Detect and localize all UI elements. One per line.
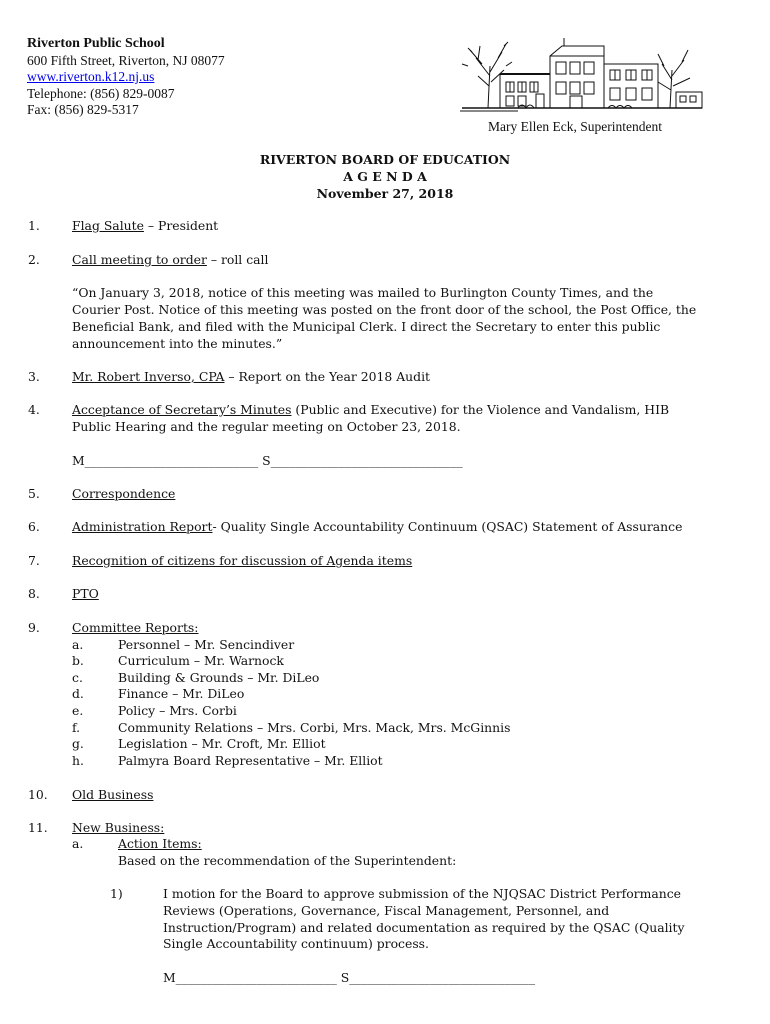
item-number: 4.	[28, 402, 40, 417]
item-number: 7.	[28, 553, 40, 568]
item-title: Administration Report	[72, 519, 213, 534]
board-title: RIVERTON BOARD OF EDUCATION	[259, 152, 511, 167]
item-title: PTO	[72, 586, 99, 601]
item-number: 2.	[28, 252, 40, 267]
item-title: Acceptance of Secretary’s Minutes	[72, 402, 292, 417]
notice-line: Courier Post. Notice of this meeting was posted on the front door of the school, the Post Office, the	[72, 302, 697, 317]
notice-line: announcement into the minutes.”	[72, 336, 283, 351]
school-fax: Fax: (856) 829-5317	[27, 102, 139, 117]
item-number: 11.	[28, 820, 48, 835]
school-name: Riverton Public School	[27, 36, 165, 51]
item-detail: – President	[143, 218, 219, 233]
item-detail: (Public and Executive) for the Violence and Vandalism, HIB	[291, 402, 670, 417]
school-letterhead	[27, 36, 225, 119]
school-website-link[interactable]: www.riverton.k12.nj.us	[27, 69, 155, 84]
school-building-drawing	[458, 36, 704, 116]
motion-line: Instruction/Program) and related documentation as required by the QSAC (Quality	[163, 920, 685, 935]
motion-line: I motion for the Board to approve submission of the NJQSAC District Performance	[163, 886, 681, 901]
item-title: Recognition of citizens for discussion of Agenda items	[72, 553, 413, 568]
item-title: Correspondence	[72, 486, 176, 501]
notice-line: Beneficial Bank, and filed with the Municipal Clerk. I direct the Secretary to enter this public	[72, 319, 661, 334]
motion-second-line: M____________________________ S_______________________________	[72, 453, 463, 468]
school-address: 600 Fifth Street, Riverton, NJ 08077	[27, 52, 225, 68]
item-title: Mr. Robert Inverso, CPA	[72, 369, 225, 384]
superintendent-name: Mary Ellen Eck, Superintendent	[488, 119, 662, 134]
item-detail: - Quality Single Accountability Continuum (QSAC) Statement of Assurance	[212, 519, 683, 534]
motion-number: 1)	[110, 886, 123, 901]
agenda-heading: A G E N D A	[343, 169, 427, 184]
item-detail: – Report on the Year 2018 Audit	[224, 369, 431, 384]
meeting-date: November 27, 2018	[316, 186, 454, 201]
item-number: 3.	[28, 369, 40, 384]
item-title: New Business:	[72, 820, 165, 835]
item-number: 8.	[28, 586, 40, 601]
notice-line: “On January 3, 2018, notice of this meeting was mailed to Burlington County Times, and the	[72, 285, 654, 300]
item-number: 9.	[28, 620, 40, 635]
item-title: Committee Reports:	[72, 620, 199, 635]
item-number: 10.	[28, 787, 48, 802]
item-detail: – roll call	[206, 252, 269, 267]
item-title: Old Business	[72, 787, 154, 802]
action-items-intro: Based on the recommendation of the Superintendent:	[118, 853, 457, 868]
agenda-title-block	[0, 151, 770, 202]
item-number: 6.	[28, 519, 40, 534]
item-title: Flag Salute	[72, 218, 144, 233]
motion-line: Reviews (Operations, Governance, Fiscal Management, Personnel, and	[163, 903, 610, 918]
motion-second-line: M__________________________ S______________________________	[163, 970, 536, 985]
agenda-page: Riverton Public School 600 Fifth Street, Riverton, NJ 08077 www.riverton.k12.nj.us Telephone: (856) 829-0087 Fax: (856) 829-5317 Mary Ellen Eck, Superintendent RIVERTON BOARD OF EDUCATION A G E N D A November 27, 2018 1. Flag Salute – President 2. Call meeting to order – roll call “On January 3, 2018, notice of this meeting was mailed to Burlington County Times, and the Courier Post. Notice of this meeting was posted on the front door of the school, the Post Office, the Beneficial Bank, and filed with the Municipal Clerk. I direct the Secretary to enter this public announcement into the minutes.” 3. Mr. Robert Inverso, CPA – Report on the Year 2018 Audit 4. Acceptance of Secretary’s Minutes (Public and Executive) for the Violence and Vandalism, HIB Public Hearing and the regular meeting on October 23, 2018. M____________________________ S_______________________________ 5. Correspondence 6. Administration Report- Quality Single Accountability Continuum (QSAC) Statement of Assurance 7. Recognition of citizens for discussion of Agenda items 8. PTO 9. Committee Reports: a. Personnel – Mr. Sencindiver b. Curriculum – Mr. Warnock c. Building & Grounds – Mr. DiLeo d. Finance – Mr. DiLeo e. Policy – Mrs. Corbi f. Community Relations – Mrs. Corbi, Mrs. Mack, Mrs. McGinnis g. Legislation – Mr. Croft, Mr. Elliot h. Palmyra Board Representative – Mr. Elliot 10. Old Business 11. New Business: a. Action Items: Based on the recommendation of the Superintendent: 1) I motion for the Board to approve submission of the NJQSAC District Performance Reviews (Operations, Governance, Fiscal Management, Personnel, and Instruction/Program) and related documentation as required by the QSAC (Quality Single Accountability continuum) process. M__________________________ S______________________________	[0, 0, 770, 1024]
motion-line: Single Accountability continuum) process.	[163, 936, 429, 951]
item-4-continuation: Public Hearing and the regular meeting on October 23, 2018.	[72, 419, 461, 434]
item-number: 5.	[28, 486, 40, 501]
item-title: Call meeting to order	[72, 252, 207, 267]
item-number: 1.	[28, 218, 40, 233]
school-telephone: Telephone: (856) 829-0087	[27, 85, 175, 101]
